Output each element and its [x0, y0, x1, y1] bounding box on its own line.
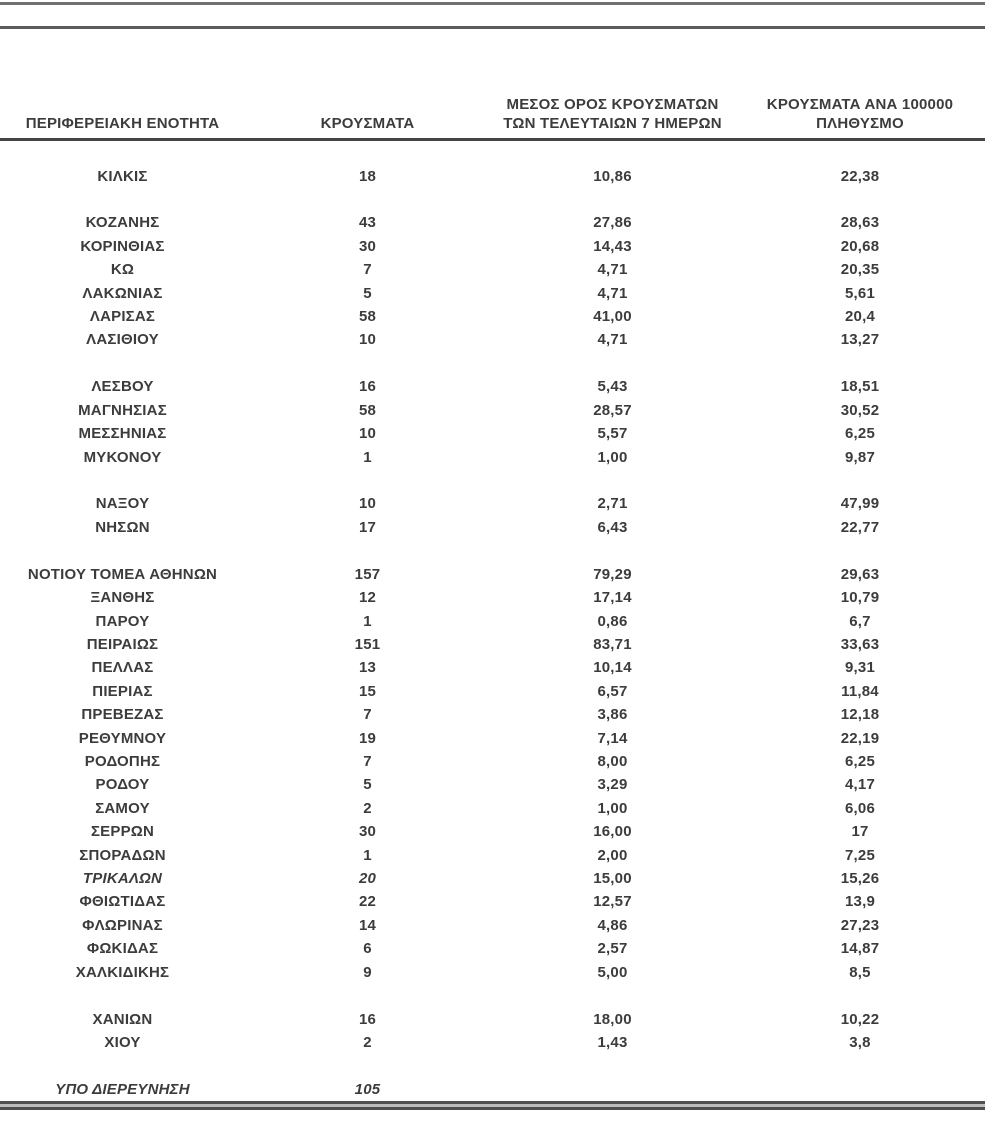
avg7-cell: 7,14: [597, 729, 628, 747]
row-gap: [0, 984, 985, 1008]
table-row: [0, 563, 985, 586]
table-row: [0, 610, 985, 633]
avg7-cell: 1,43: [597, 1034, 628, 1051]
table-row: [0, 680, 985, 703]
table-body: [0, 140, 985, 1102]
cases-cell: 6: [363, 940, 372, 958]
per100k-cell: [735, 1078, 985, 1101]
region-cell: ΜΥΚΟΝΟΥ: [83, 448, 162, 466]
table-row: [0, 211, 985, 234]
top-rule-outer: [0, 2, 985, 5]
table-row: [0, 492, 985, 515]
cases-cell: 15: [358, 682, 377, 700]
avg7-cell: 2,71: [597, 495, 628, 513]
region-cell: ΡΟΔΟΠΗΣ: [84, 753, 161, 771]
per100k-cell: 29,63: [840, 565, 880, 583]
cases-cell: 151: [354, 636, 381, 653]
region-cell: ΣΑΜΟΥ: [95, 799, 150, 817]
region-cell: ΝΟΤΙΟΥ ΤΟΜΕΑ ΑΘΗΝΩΝ: [27, 565, 218, 583]
avg7-cell: 1,00: [597, 799, 628, 817]
per100k-cell: 3,8: [849, 1034, 871, 1051]
avg7-cell: 5,57: [597, 425, 628, 443]
table-row: [0, 890, 985, 913]
cases-cell: 10: [358, 331, 377, 349]
avg7-cell: 0,86: [597, 612, 628, 630]
per100k-cell: 11,84: [841, 682, 879, 700]
region-cell: ΠΕΙΡΑΙΩΣ: [86, 636, 159, 653]
per100k-cell: 28,63: [840, 214, 880, 232]
per100k-cell: 47,99: [840, 495, 880, 513]
avg7-cell: 5,00: [597, 963, 628, 981]
avg7-cell: [490, 1078, 735, 1101]
cases-cell: 7: [363, 706, 372, 724]
row-gap: [0, 1054, 985, 1078]
per100k-cell: 6,25: [845, 425, 875, 443]
region-cell: ΛΑΣΙΘΙΟΥ: [86, 331, 159, 349]
table-row: [0, 633, 985, 656]
table-row: [0, 235, 985, 258]
table-row: [0, 867, 985, 890]
cases-cell: 5: [363, 284, 372, 302]
cases-cell: 2: [363, 1034, 372, 1051]
per100k-cell: 18,51: [840, 378, 880, 396]
per100k-cell: 15,26: [840, 870, 880, 888]
region-cell: ΥΠΟ ΔΙΕΡΕΥΝΗΣΗ: [55, 1080, 190, 1098]
region-cell: ΛΕΣΒΟΥ: [91, 378, 154, 396]
avg7-cell: 10,14: [593, 659, 632, 677]
region-cell: ΠΕΛΛΑΣ: [91, 659, 154, 677]
avg7-cell: 5,43: [597, 378, 628, 396]
per100k-cell: 30,52: [840, 401, 880, 419]
column-header-per100k-line1: ΚΡΟΥΣΜΑΤΑ ΑΝΑ 100000: [766, 96, 954, 113]
region-cell: ΚΟΖΑΝΗΣ: [85, 214, 160, 232]
avg7-cell: 2,57: [597, 940, 628, 958]
table-row: [0, 282, 985, 305]
per100k-cell: 9,87: [845, 448, 875, 466]
region-cell: ΠΑΡΟΥ: [95, 612, 150, 630]
region-cell: ΛΑΡΙΣΑΣ: [89, 308, 156, 326]
table-header: [0, 29, 985, 140]
cases-cell: 5: [363, 776, 372, 794]
column-header-per100k: [735, 29, 985, 140]
cases-cell: 12: [358, 589, 377, 607]
table-row: [0, 446, 985, 469]
avg7-cell: 4,71: [597, 331, 628, 349]
column-header-cases-label: ΚΡΟΥΣΜΑΤΑ: [320, 115, 415, 132]
table-row: [0, 961, 985, 984]
region-cell: ΝΑΞΟΥ: [95, 495, 150, 513]
table-row: [0, 844, 985, 867]
table-row: [0, 165, 985, 188]
per100k-cell: 14,87: [840, 940, 880, 958]
per100k-cell: 20,35: [840, 261, 880, 279]
cases-cell: 22: [358, 893, 377, 911]
cases-cell: 18: [358, 167, 377, 185]
avg7-cell: 6,43: [597, 518, 628, 536]
cases-cell: 10: [358, 425, 377, 443]
per100k-cell: 13,27: [840, 331, 880, 349]
table-row: [0, 586, 985, 609]
per100k-cell: 8,5: [849, 963, 871, 981]
column-header-avg7: [490, 29, 735, 140]
cases-cell: 19: [358, 729, 377, 747]
column-header-cases: [245, 29, 490, 140]
column-header-region: [0, 29, 245, 140]
per100k-cell: 7,25: [845, 846, 875, 864]
avg7-cell: 14,43: [593, 237, 632, 255]
region-cell: ΚΟΡΙΝΘΙΑΣ: [80, 237, 165, 255]
cases-cell: 16: [358, 1010, 377, 1028]
cases-cell: 10: [358, 495, 377, 513]
table-row: [0, 516, 985, 539]
row-gap: [0, 539, 985, 563]
table-row: [0, 797, 985, 820]
cases-cell: 2: [363, 799, 372, 817]
avg7-cell: 4,71: [597, 261, 628, 279]
avg7-cell: 17,14: [593, 589, 632, 607]
table-row: [0, 914, 985, 937]
per100k-cell: 17: [851, 823, 869, 841]
avg7-cell: 28,57: [593, 401, 632, 419]
avg7-cell: 83,71: [593, 636, 632, 653]
table-row: [0, 258, 985, 281]
cases-cell: 157: [354, 565, 381, 583]
cases-cell: 30: [358, 237, 377, 255]
cases-cell: 58: [358, 401, 377, 419]
avg7-cell: 3,29: [597, 776, 628, 794]
cases-cell: 13: [358, 659, 377, 677]
per100k-cell: 22,19: [840, 729, 880, 747]
cases-cell: 1: [363, 612, 372, 630]
column-header-region-label: ΠΕΡΙΦΕΡΕΙΑΚΗ ΕΝΟΤΗΤΑ: [25, 115, 220, 132]
per100k-cell: 20,68: [840, 237, 880, 255]
per100k-cell: 9,31: [845, 659, 875, 677]
per100k-cell: 10,22: [840, 1010, 880, 1028]
region-cell: ΛΑΚΩΝΙΑΣ: [82, 284, 163, 302]
table-row: [0, 305, 985, 328]
column-header-per100k-line2: ΠΛΗΘΥΣΜΟ: [816, 115, 904, 132]
table-row: [0, 820, 985, 843]
row-gap: [0, 140, 985, 165]
avg7-cell: 16,00: [593, 823, 632, 841]
table-row: [0, 656, 985, 679]
avg7-cell: 10,86: [593, 167, 632, 185]
region-cell: ΡΟΔΟΥ: [95, 776, 150, 794]
cases-cell: 7: [363, 753, 372, 771]
region-cell: ΦΩΚΙΔΑΣ: [86, 940, 159, 958]
cases-cell: 20: [358, 870, 377, 888]
table-row: [0, 375, 985, 398]
avg7-cell: 12,57: [593, 893, 632, 911]
per100k-cell: 13,9: [845, 893, 875, 911]
regional-cases-table: [0, 29, 985, 1101]
table-row: [0, 773, 985, 796]
region-cell: ΠΡΕΒΕΖΑΣ: [81, 706, 164, 724]
avg7-cell: 27,86: [593, 214, 632, 232]
avg7-cell: 8,00: [597, 753, 628, 771]
column-header-avg7-line1: ΜΕΣΟΣ ΟΡΟΣ ΚΡΟΥΣΜΑΤΩΝ: [506, 96, 719, 113]
table-row: [0, 1031, 985, 1054]
avg7-cell: 79,29: [593, 565, 632, 583]
row-gap: [0, 352, 985, 376]
cases-cell: 58: [358, 308, 377, 326]
table-row: [0, 328, 985, 351]
table-row: [0, 750, 985, 773]
table-row: [0, 727, 985, 750]
column-header-avg7-line2: ΤΩΝ ΤΕΛΕΥΤΑΙΩΝ 7 ΗΜΕΡΩΝ: [503, 115, 722, 132]
header-row: [0, 29, 985, 140]
region-cell: ΦΛΩΡΙΝΑΣ: [82, 916, 163, 934]
avg7-cell: 3,86: [597, 706, 628, 724]
table-row: [0, 422, 985, 445]
region-cell: ΣΠΟΡΑΔΩΝ: [79, 846, 166, 864]
avg7-cell: 6,57: [597, 682, 628, 700]
region-cell: ΜΑΓΝΗΣΙΑΣ: [78, 401, 167, 419]
per100k-cell: 6,25: [845, 753, 875, 771]
region-cell: ΜΕΣΣΗΝΙΑΣ: [78, 425, 167, 443]
per100k-cell: 6,06: [845, 799, 875, 817]
per100k-cell: 5,61: [845, 284, 875, 302]
bottom-double-rule: [0, 1101, 985, 1110]
avg7-cell: 41,00: [593, 308, 632, 326]
region-cell: ΧΑΛΚΙΔΙΚΗΣ: [75, 963, 170, 981]
region-cell: ΠΙΕΡΙΑΣ: [92, 682, 153, 700]
avg7-cell: 2,00: [597, 846, 628, 864]
per100k-cell: 22,77: [840, 518, 880, 536]
avg7-cell: 4,71: [597, 284, 628, 302]
table-row: [0, 703, 985, 726]
region-cell: ΣΕΡΡΩΝ: [90, 823, 155, 841]
cases-cell: 1: [363, 846, 372, 864]
region-cell: ΤΡΙΚΑΛΩΝ: [82, 870, 163, 888]
table-row: [0, 1078, 985, 1101]
cases-cell: 9: [363, 963, 372, 981]
per100k-cell: 33,63: [840, 636, 880, 653]
per100k-cell: 6,7: [849, 612, 871, 630]
cases-cell: 16: [358, 378, 377, 396]
region-cell: ΧΙΟΥ: [104, 1034, 141, 1051]
cases-cell: 17: [358, 518, 377, 536]
per100k-cell: 4,17: [845, 776, 875, 794]
cases-cell: 14: [358, 916, 377, 934]
avg7-cell: 15,00: [593, 870, 632, 888]
cases-cell: 105: [354, 1080, 381, 1098]
table-row: [0, 399, 985, 422]
per100k-cell: 27,23: [840, 916, 880, 934]
row-gap: [0, 469, 985, 493]
row-gap: [0, 188, 985, 212]
cases-cell: 43: [358, 214, 377, 232]
cases-cell: 1: [363, 448, 372, 466]
region-cell: ΚΙΛΚΙΣ: [97, 167, 148, 185]
avg7-cell: 4,86: [597, 916, 628, 934]
region-cell: ΝΗΣΩΝ: [95, 518, 150, 536]
region-cell: ΧΑΝΙΩΝ: [92, 1010, 153, 1028]
table-row: [0, 1008, 985, 1031]
avg7-cell: 18,00: [593, 1010, 632, 1028]
per100k-cell: 12,18: [840, 706, 880, 724]
cases-cell: 30: [358, 823, 377, 841]
region-cell: ΡΕΘΥΜΝΟΥ: [78, 729, 167, 747]
region-cell: ΦΘΙΩΤΙΔΑΣ: [79, 893, 166, 911]
region-cell: ΞΑΝΘΗΣ: [90, 589, 155, 607]
per100k-cell: 10,79: [840, 589, 880, 607]
cases-cell: 7: [363, 261, 372, 279]
avg7-cell: 1,00: [597, 448, 628, 466]
per100k-cell: 20,4: [845, 308, 875, 326]
region-cell: ΚΩ: [110, 261, 135, 279]
table-row: [0, 937, 985, 960]
per100k-cell: 22,38: [840, 167, 880, 185]
